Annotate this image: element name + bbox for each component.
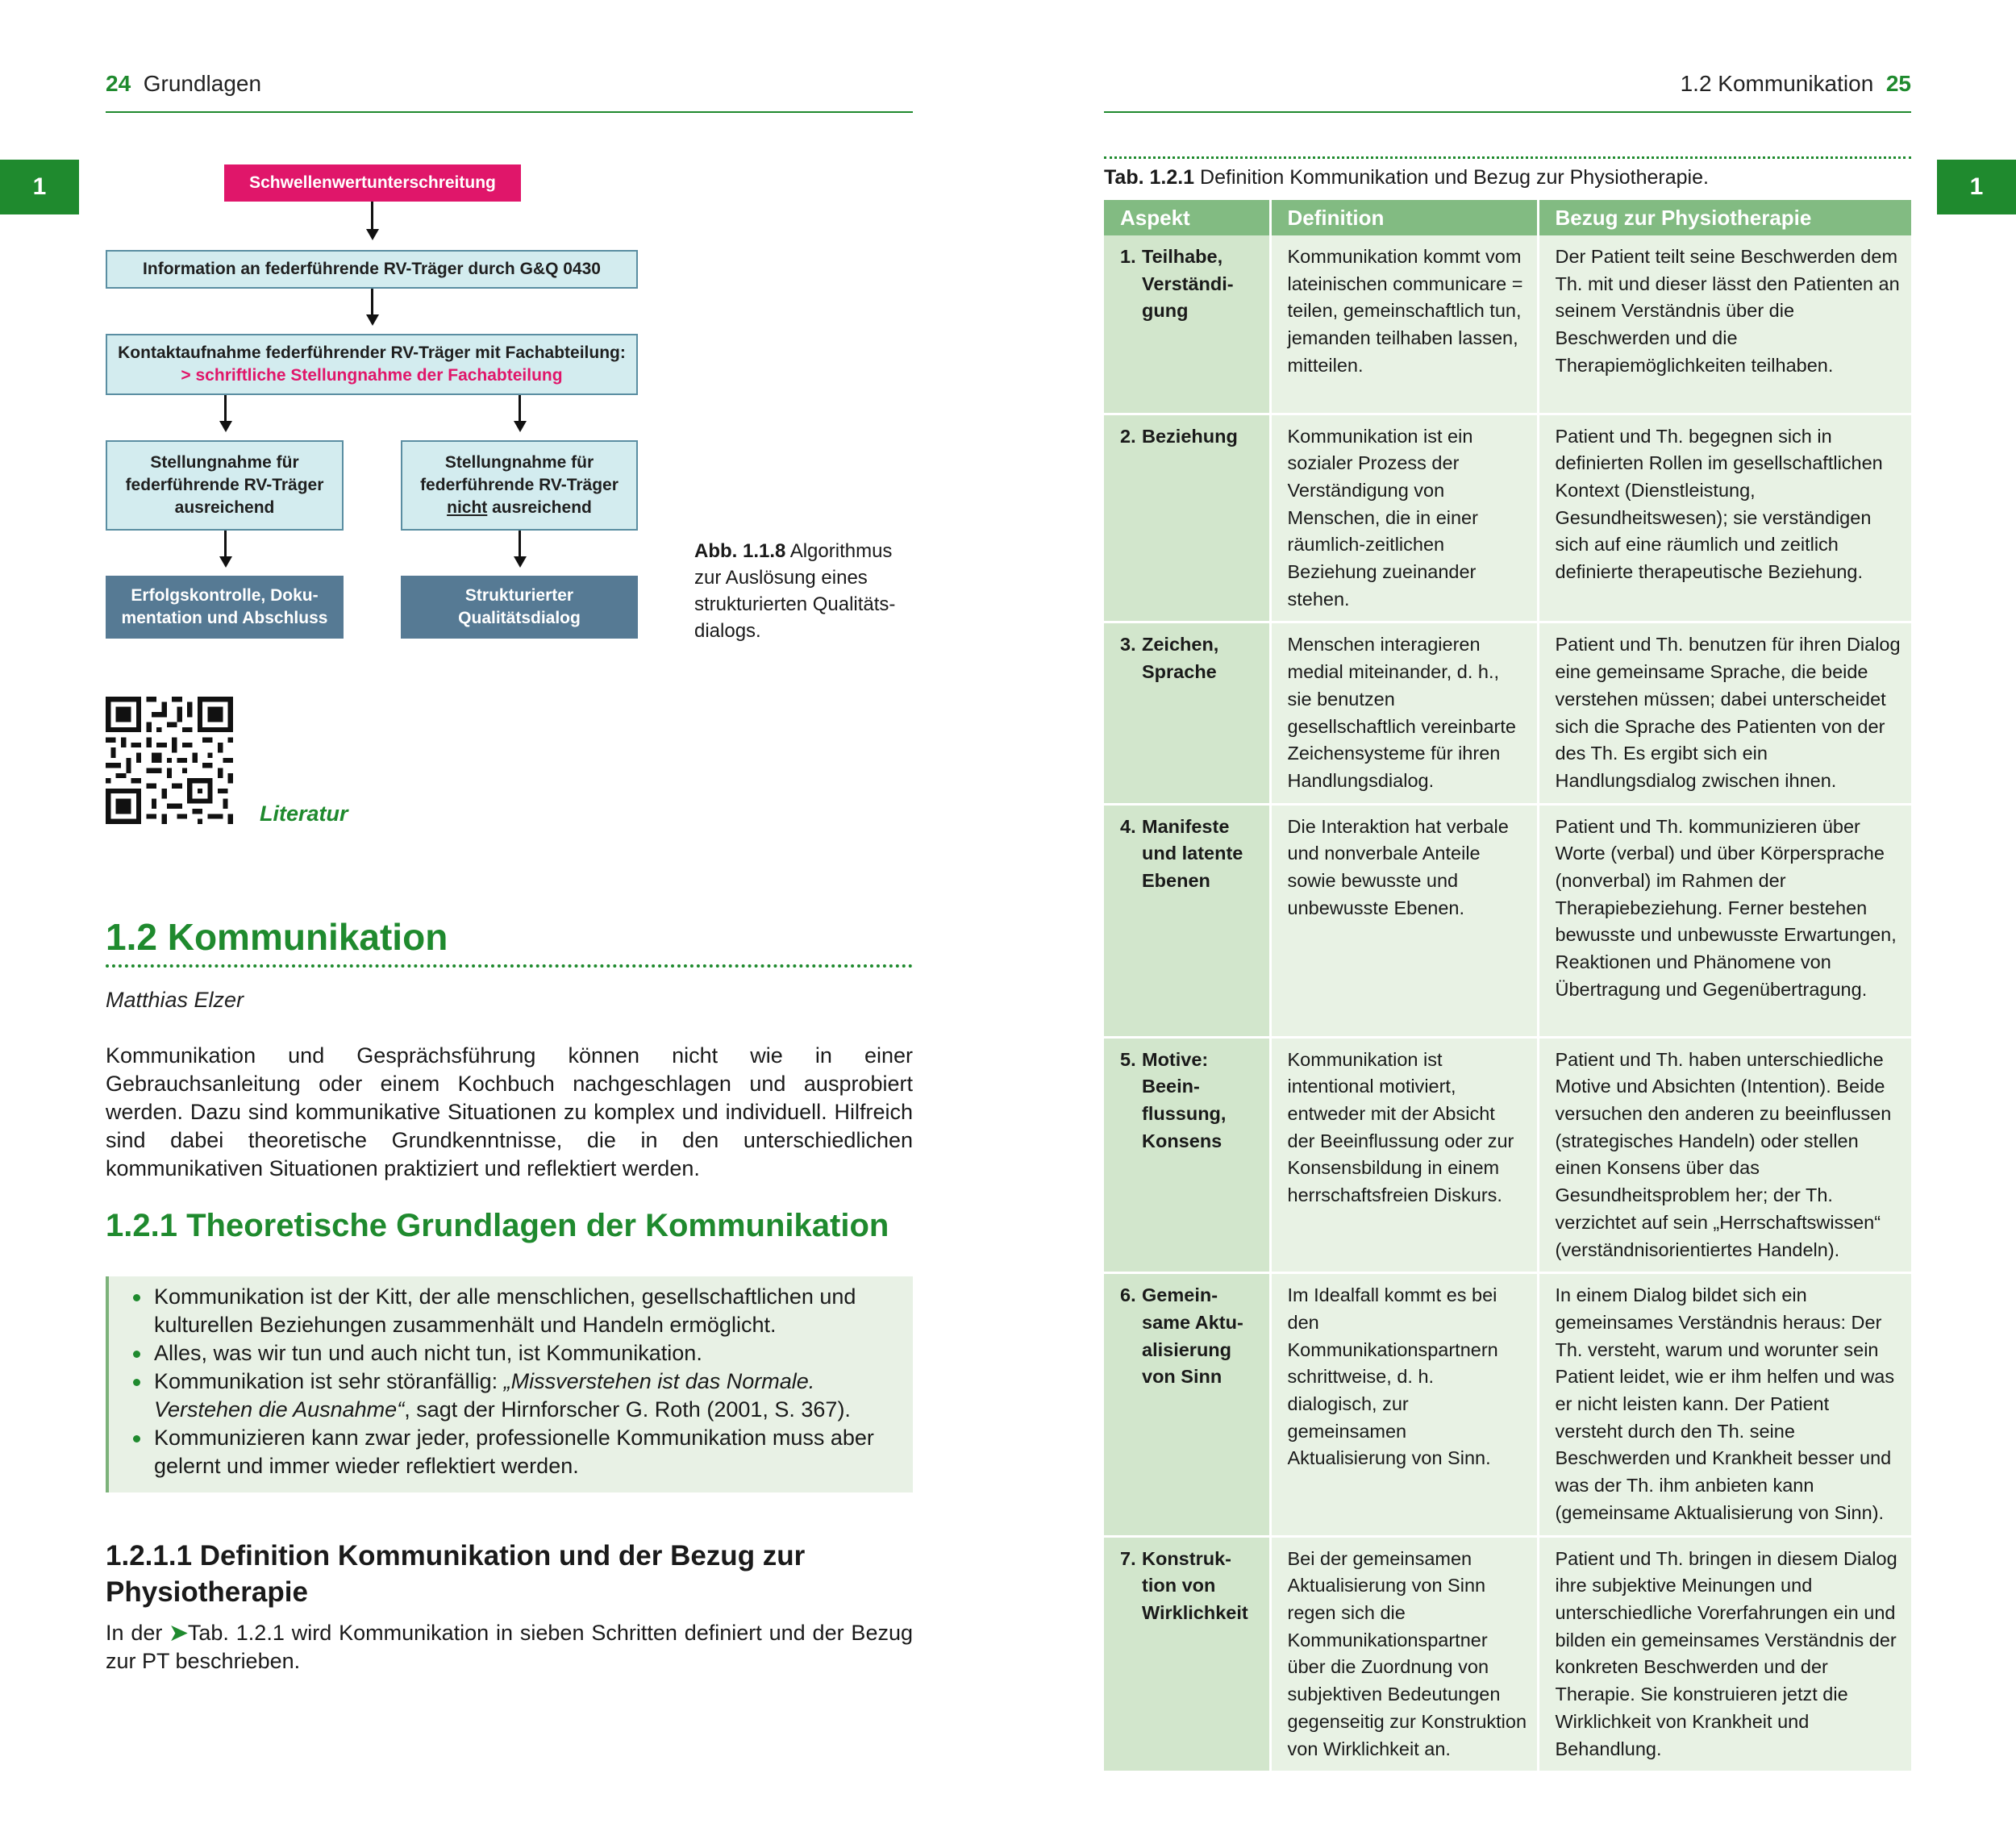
key-points-list	[125, 1283, 898, 1480]
table-cell-definition: Kommunikation kommt vom lateinischen communicare = teilen, gemeinschaftlich tun, jemanden teilhaben lassen, mitteilen.	[1270, 235, 1538, 414]
closing-post: wird Kommunikation in sieben Schritten definiert und der Bezug zur PT beschrieben.	[106, 1621, 913, 1673]
flow-arrow-4a	[224, 531, 227, 556]
aspect-number: 6.	[1120, 1284, 1136, 1306]
table-cell-bezug: Der Patient teilt seine Beschwerden dem Th. mit und dieser lässt den Patienten an seinem Verständnis über die Beschwerden und die Therapiemöglichkeiten teilhaben.	[1538, 235, 1911, 414]
communication-table	[1104, 200, 1911, 1773]
flow-arrowhead-3b	[514, 421, 527, 432]
table-row	[1104, 1536, 1911, 1772]
left-running-header	[106, 71, 261, 97]
table-cell-aspect	[1104, 235, 1270, 414]
key-point-3-pre: Kommunikation ist sehr störanfällig:	[154, 1369, 504, 1393]
aspect-line: Wirklichkeit	[1142, 1602, 1248, 1623]
aspect-line: tion von	[1142, 1575, 1216, 1596]
subsubsection-heading	[106, 1538, 913, 1610]
section-dotted-rule	[106, 964, 913, 968]
table-header-row	[1104, 200, 1911, 235]
aspect-text: Beziehung	[1142, 425, 1238, 447]
aspect-line: gung	[1142, 300, 1189, 322]
figure-caption-line3: strukturierten Qualitäts-	[694, 593, 896, 615]
table-header-definition: Definition	[1270, 200, 1538, 235]
subsubsection-heading-line1: 1.2.1.1 Definition Kommunikation und der Bezug zur	[106, 1540, 806, 1571]
key-point-2: Alles, was wir tun und auch nicht tun, ist Kommunikation.	[125, 1339, 898, 1368]
aspect-line	[1120, 1546, 1260, 1573]
aspect-line: Konsens	[1142, 1130, 1223, 1151]
literature-link[interactable]: Literatur	[260, 801, 348, 826]
right-running-title: 1.2 Kommunikation	[1680, 71, 1874, 96]
flow-box-insufficient-line1: Stellungnahme für	[444, 453, 594, 472]
key-point-3-quote: „Missverstehen ist das Normale. Verstehen die Ausnahme“	[154, 1369, 815, 1422]
table-cell-aspect	[1104, 1273, 1270, 1536]
table-cell-bezug: Patient und Th. haben unterschiedliche Motive und Absichten (Intention). Beide versuchen den anderen zu beeinflussen (strategisches Handeln) oder stellen einen Konsens über das Gesundheitsproblem her; der Th. verzichtet auf sein „Herrschaftswissen“ (verständnisorientiertes Handeln).	[1538, 1037, 1911, 1273]
right-header-rule	[1104, 111, 1911, 113]
reference-arrow-icon: ➤	[169, 1621, 188, 1645]
table-row	[1104, 1037, 1911, 1273]
aspect-text: Gemein-	[1142, 1284, 1218, 1306]
table-row	[1104, 1273, 1911, 1536]
flow-arrowhead-4a	[219, 556, 232, 568]
flow-box-quality-dialog	[401, 576, 638, 639]
figure-caption-line2: zur Auslösung eines	[694, 567, 868, 589]
section-heading: 1.2 Kommunikation	[106, 916, 448, 958]
key-point-4: Kommunizieren kann zwar jeder, professionelle Kommunikation muss aber gelernt und immer wieder reflektiert werden.	[125, 1424, 898, 1480]
flow-box-insufficient-not: nicht	[447, 498, 488, 517]
closing-pre: In der	[106, 1621, 170, 1645]
table-header-bezug: Bezug zur Physiotherapie	[1538, 200, 1911, 235]
table-cell-aspect	[1104, 622, 1270, 804]
figure-caption-line4: dialogs.	[694, 620, 761, 642]
table-caption	[1104, 166, 1709, 189]
flow-box-contact	[106, 334, 638, 395]
table-caption-text: Definition Kommunikation und Bezug zur Physiotherapie.	[1194, 166, 1709, 189]
table-cell-bezug: Patient und Th. begegnen sich in definierten Rollen im gesellschaftlichen Kontext (Dienstleistung, Gesundheitswesen); sie verständigen sich auf eine räumlich und zeitlich definierte therapeutische Beziehung.	[1538, 414, 1911, 622]
table-cell-definition: Bei der gemeinsamen Aktualisierung von Sinn regen sich die Kommunikationspartner über die Zuordnung von subjektiven Bedeutungen gegenseitig zur Konstruktion von Wirklichkeit an.	[1270, 1536, 1538, 1772]
flow-box-quality-line2: Qualitätsdialog	[458, 609, 581, 627]
figure-caption-label: Abb. 1.1.8	[694, 540, 786, 562]
key-point-3-post: , sagt der Hirnforscher G. Roth (2001, S. 367).	[404, 1397, 851, 1422]
right-chapter-tab: 1	[1937, 160, 2016, 214]
flow-box-success-line2: mentation und Abschluss	[121, 609, 328, 627]
aspect-line	[1120, 814, 1260, 841]
table-header-aspekt: Aspekt	[1104, 200, 1270, 235]
aspect-line: und latente	[1142, 843, 1243, 864]
table-top-dotted-rule	[1104, 156, 1911, 159]
aspect-text: Manifeste	[1142, 815, 1230, 837]
flow-box-insufficient-line3	[447, 497, 592, 519]
left-header-rule	[106, 111, 913, 113]
right-running-header	[1681, 71, 1911, 97]
flow-arrow-3b	[519, 395, 521, 421]
aspect-text: Teilhabe,	[1142, 246, 1223, 267]
flow-box-sufficient-line3: ausreichend	[174, 498, 275, 517]
aspect-number: 2.	[1120, 425, 1136, 447]
table-cell-bezug: In einem Dialog bildet sich ein gemeinsames Verständnis heraus: Der Th. versteht, warum und worunter sein Patient leidet, wie er ihm helfen und was er nicht leisten kann. Der Patient versteht durch den Th. seine Beschwerden und Krankheit besser und was der Th. ihm anbieten kann (gemeinsame Aktualisierung von Sinn).	[1538, 1273, 1911, 1536]
aspect-line: same Aktu-	[1142, 1311, 1243, 1333]
left-chapter-tab: 1	[0, 160, 79, 214]
flow-box-threshold-label: Schwellenwertunterschreitung	[249, 173, 496, 192]
aspect-line: von Sinn	[1142, 1366, 1223, 1388]
aspect-number: 3.	[1120, 634, 1136, 656]
table-cell-aspect	[1104, 1536, 1270, 1772]
flow-box-quality-line1: Strukturierter	[464, 586, 574, 605]
key-points-box	[106, 1276, 913, 1492]
left-running-title: Grundlagen	[143, 71, 262, 96]
flow-box-sufficient-line2: federführende RV-Träger	[125, 476, 324, 494]
aspect-line: Verständi-	[1142, 273, 1234, 294]
figure-caption-text1: Algorithmus	[785, 540, 893, 562]
aspect-text: Konstruk-	[1142, 1547, 1231, 1569]
flow-box-insufficient-line2: federführende RV-Träger	[420, 476, 619, 494]
flow-arrow-3a	[224, 395, 227, 421]
flow-box-contact-line2: > schriftliche Stellungnahme der Fachabteilung	[181, 366, 563, 385]
flow-box-success-line1: Erfolgskontrolle, Doku-	[131, 586, 319, 605]
table-row	[1104, 622, 1911, 804]
flow-box-sufficient-line1: Stellungnahme für	[150, 453, 299, 472]
figure-caption-line1	[694, 538, 920, 564]
aspect-number: 7.	[1120, 1547, 1136, 1569]
table-row	[1104, 235, 1911, 414]
aspect-text: Motive:	[1142, 1048, 1209, 1070]
table-cell-definition: Im Idealfall kommt es bei den Kommunikationspartnern schrittweise, d. h. dialogisch, zur gemeinsamen Aktualisierung von Sinn.	[1270, 1273, 1538, 1536]
aspect-line: Ebenen	[1142, 870, 1210, 892]
key-point-3	[125, 1368, 898, 1424]
aspect-line	[1120, 244, 1260, 271]
aspect-number: 5.	[1120, 1048, 1136, 1070]
flow-arrow-4b	[519, 531, 521, 556]
subsubsection-heading-line2: Physiotherapie	[106, 1576, 308, 1608]
flow-box-sufficient	[106, 440, 344, 531]
flow-box-contact-line1: Kontaktaufnahme federführender RV-Träger mit Fachabteilung:	[118, 343, 626, 362]
intro-paragraph: Kommunikation und Gesprächsführung können nicht wie in einer Gebrauchsanleitung oder einem Kochbuch nachgeschlagen und ausprobiert werden. Dazu sind kommunikative Situationen zu komplex und individuell. Hilfreich sind dabei theoretische Grundkenntnisse, die in den unterschiedlichen kommunikativen Situationen praktiziert und reflektiert werden.	[106, 1043, 913, 1180]
table-cell-bezug: Patient und Th. kommunizieren über Worte (verbal) und über Körpersprache (nonverbal) im Rahmen der Therapiebeziehung. Ferner bestehen bewusste und unbewusste Erwartungen, Reaktionen und Phänomene von Übertragung und Gegenübertragung.	[1538, 804, 1911, 1037]
aspect-line	[1120, 631, 1260, 659]
table-cell-aspect	[1104, 804, 1270, 1037]
table-reference-link[interactable]: Tab. 1.2.1	[187, 1621, 285, 1645]
aspect-line	[1120, 423, 1260, 451]
table-cell-definition: Kommunikation ist intentional motiviert, entweder mit der Absicht der Beeinflussung oder zur Konsensbildung in einem herrschaftsfreien Diskurs.	[1270, 1037, 1538, 1273]
flow-arrowhead-2	[366, 314, 379, 326]
section-author: Matthias Elzer	[106, 988, 244, 1012]
flow-arrow-1	[371, 202, 373, 229]
table-cell-aspect	[1104, 414, 1270, 622]
table-row	[1104, 804, 1911, 1037]
aspect-line: Sprache	[1142, 661, 1217, 683]
aspect-text: Zeichen,	[1142, 634, 1219, 656]
table-cell-aspect	[1104, 1037, 1270, 1273]
table-cell-definition: Die Interaktion hat verbale und nonverbale Anteile sowie bewusste und unbewusste Ebenen.	[1270, 804, 1538, 1037]
key-point-1: Kommunikation ist der Kitt, der alle menschlichen, gesellschaftlichen und kulturellen Beziehungen zusammenhält und Handeln ermöglicht.	[125, 1283, 898, 1339]
table-cell-definition: Kommunikation ist ein sozialer Prozess der Verständigung von Menschen, die in einer räumlich-zeitlichen Beziehung zueinander stehen.	[1270, 414, 1538, 622]
flow-box-insufficient-rest: ausreichend	[487, 498, 592, 517]
literature-qr-code[interactable]	[106, 697, 233, 824]
aspect-line	[1120, 1047, 1260, 1074]
subsection-heading: 1.2.1 Theoretische Grundlagen der Kommunikation	[106, 1208, 889, 1243]
aspect-number: 4.	[1120, 815, 1136, 837]
left-page-number: 24	[106, 71, 131, 96]
table-row	[1104, 414, 1911, 622]
aspect-line: Beein-	[1142, 1076, 1200, 1097]
aspect-line: alisierung	[1142, 1338, 1232, 1360]
flow-box-insufficient	[401, 440, 638, 531]
table-cell-definition: Menschen interagieren medial miteinander, d. h., sie benutzen gesellschaftlich vereinbarte Zeichensysteme für ihren Handlungsdialog.	[1270, 622, 1538, 804]
flow-box-information-label: Information an federführende RV-Träger durch G&Q 0430	[143, 260, 601, 278]
right-page-number: 25	[1885, 71, 1911, 96]
flow-box-threshold	[224, 164, 521, 202]
flow-arrowhead-3a	[219, 421, 232, 432]
flow-arrowhead-1	[366, 229, 379, 240]
table-cell-bezug: Patient und Th. bringen in diesem Dialog ihre subjektive Meinungen und unterschiedliche Vorerfahrungen ein und bilden ein gemeinsames Verständnis der konkreten Beschwerden und der Therapie. Sie konstruieren jetzt die Wirklichkeit von Krankheit und Behandlung.	[1538, 1536, 1911, 1772]
aspect-number: 1.	[1120, 246, 1136, 267]
aspect-line: flussung,	[1142, 1103, 1227, 1125]
figure-caption	[694, 538, 920, 644]
flow-box-success-control	[106, 576, 344, 639]
aspect-line	[1120, 1282, 1260, 1309]
table-caption-label: Tab. 1.2.1	[1104, 166, 1195, 189]
flow-arrow-2	[371, 289, 373, 314]
closing-paragraph	[106, 1619, 913, 1676]
flow-arrowhead-4b	[514, 556, 527, 568]
flow-box-information	[106, 250, 638, 289]
table-cell-bezug: Patient und Th. benutzen für ihren Dialog eine gemeinsame Sprache, die beide verstehen müssen; dabei unterscheidet sich die Sprache des Patienten von der des Th. Es ergibt sich ein Handlungsdialog zwischen ihnen.	[1538, 622, 1911, 804]
